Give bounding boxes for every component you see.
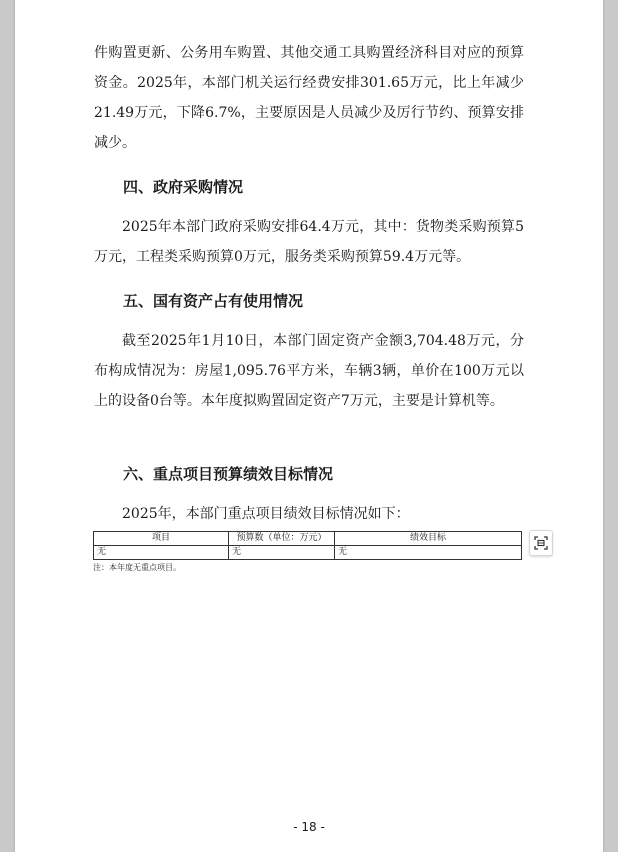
paragraph-state-assets: 截至2025年1月10日，本部门固定资产金额3,704.48万元，分布构成情况为：房屋1,095.76平方米，车辆3辆，单价在100万元以上的设备0台等。本年度拟购置固定资产7万元，主要是计算机等。 [94, 333, 524, 409]
page-number: - 18 - [293, 820, 325, 834]
heading-government-procurement: 四、政府采购情况 [123, 178, 244, 196]
table-header-row [94, 532, 522, 546]
column-header-project: 项目 [94, 532, 229, 546]
paragraph-government-procurement: 2025年本部门政府采购安排64.4万元，其中：货物类采购预算5万元，工程类采购预算0万元，服务类采购预算59.4万元等。 [94, 219, 524, 265]
performance-target-table [93, 531, 522, 560]
paragraph-operating-expenses: 件购置更新、公务用车购置、其他交通工具购置经济科目对应的预算资金。2025年，本部门机关运行经费安排301.65万元，比上年减少21.49万元，下降6.7%，主要原因是人员减少及厉行节约、预算安排减少。 [94, 45, 524, 151]
cell-project: 无 [94, 546, 229, 560]
table-row [94, 546, 522, 560]
document-page [15, 0, 603, 852]
column-header-performance-target: 绩效目标 [335, 532, 522, 546]
column-header-budget: 预算数（单位：万元） [229, 532, 335, 546]
screenshot-frame-icon [534, 536, 548, 550]
cell-budget: 无 [229, 546, 335, 560]
cell-performance-target: 无 [335, 546, 522, 560]
screenshot-tool-button[interactable] [529, 530, 553, 556]
table-note: 注：本年度无重点项目。 [93, 563, 181, 572]
heading-state-assets: 五、国有资产占有使用情况 [123, 292, 304, 310]
heading-key-project-performance: 六、重点项目预算绩效目标情况 [123, 465, 334, 483]
paragraph-key-project-intro: 2025年，本部门重点项目绩效目标情况如下： [122, 506, 410, 522]
